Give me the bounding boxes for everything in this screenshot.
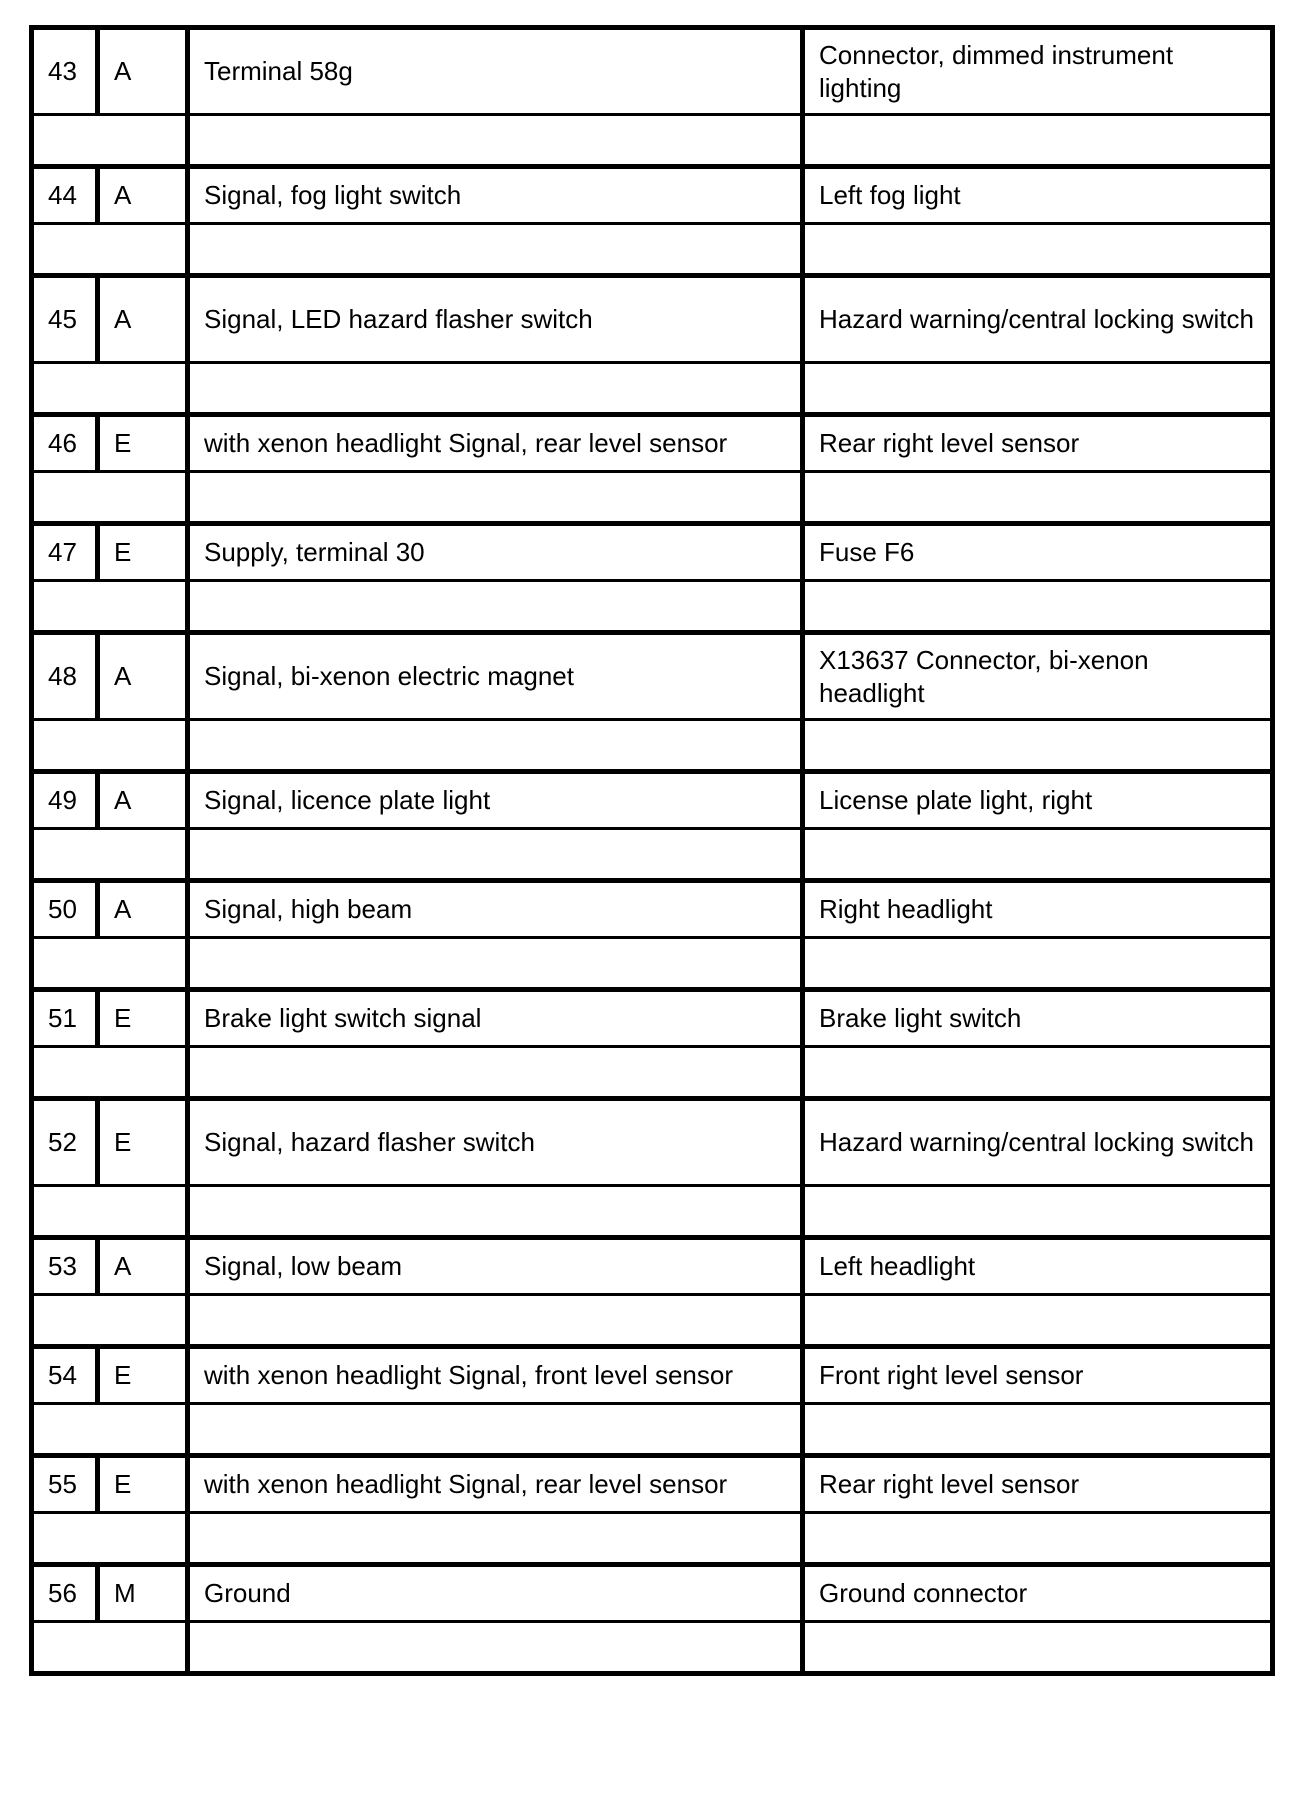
spacer-cell xyxy=(32,1622,188,1674)
spacer-cell xyxy=(803,363,1273,415)
signal-type-cell: M xyxy=(98,1565,188,1622)
pin-table-body xyxy=(32,28,1273,1674)
spacer-cell xyxy=(32,938,188,990)
spacer-row xyxy=(32,1186,1273,1238)
spacer-cell xyxy=(32,720,188,772)
spacer-cell xyxy=(188,472,803,524)
description-cell: Terminal 58g xyxy=(188,28,803,115)
signal-type-cell: A xyxy=(98,28,188,115)
pin-number-cell: 49 xyxy=(32,772,98,829)
spacer-cell xyxy=(803,938,1273,990)
spacer-row xyxy=(32,829,1273,881)
connection-cell: License plate light, right xyxy=(803,772,1273,829)
pin-row xyxy=(32,1565,1273,1622)
pin-assignment-table xyxy=(29,25,1275,1676)
pin-number-cell: 45 xyxy=(32,276,98,363)
pin-number-cell: 52 xyxy=(32,1099,98,1186)
spacer-cell xyxy=(803,1047,1273,1099)
description-cell: Signal, high beam xyxy=(188,881,803,938)
signal-type-cell: E xyxy=(98,1347,188,1404)
pin-number-cell: 43 xyxy=(32,28,98,115)
spacer-cell xyxy=(803,1622,1273,1674)
connection-cell: Left headlight xyxy=(803,1238,1273,1295)
spacer-cell xyxy=(188,1404,803,1456)
spacer-cell xyxy=(32,1295,188,1347)
pin-row xyxy=(32,1099,1273,1186)
pin-row xyxy=(32,1238,1273,1295)
spacer-cell xyxy=(188,1295,803,1347)
pin-row xyxy=(32,415,1273,472)
pin-number-cell: 53 xyxy=(32,1238,98,1295)
spacer-row xyxy=(32,1047,1273,1099)
spacer-cell xyxy=(803,224,1273,276)
pin-number-cell: 50 xyxy=(32,881,98,938)
spacer-cell xyxy=(32,1047,188,1099)
description-cell: with xenon headlight Signal, front level sensor xyxy=(188,1347,803,1404)
pin-number-cell: 48 xyxy=(32,633,98,720)
connection-cell: Connector, dimmed instrument lighting xyxy=(803,28,1273,115)
description-cell: Ground xyxy=(188,1565,803,1622)
pin-number-cell: 46 xyxy=(32,415,98,472)
pin-row xyxy=(32,1456,1273,1513)
spacer-row xyxy=(32,363,1273,415)
pin-number-cell: 54 xyxy=(32,1347,98,1404)
spacer-cell xyxy=(188,938,803,990)
spacer-cell xyxy=(32,472,188,524)
spacer-cell xyxy=(32,1186,188,1238)
description-cell: with xenon headlight Signal, rear level sensor xyxy=(188,1456,803,1513)
spacer-cell xyxy=(32,115,188,167)
pin-number-cell: 55 xyxy=(32,1456,98,1513)
signal-type-cell: E xyxy=(98,1099,188,1186)
signal-type-cell: E xyxy=(98,1456,188,1513)
connection-cell: Rear right level sensor xyxy=(803,1456,1273,1513)
connection-cell: Front right level sensor xyxy=(803,1347,1273,1404)
description-cell: Signal, LED hazard flasher switch xyxy=(188,276,803,363)
connection-cell: Fuse F6 xyxy=(803,524,1273,581)
spacer-cell xyxy=(803,581,1273,633)
spacer-cell xyxy=(32,581,188,633)
spacer-cell xyxy=(188,1047,803,1099)
signal-type-cell: E xyxy=(98,990,188,1047)
connection-cell: Hazard warning/central locking switch xyxy=(803,1099,1273,1186)
spacer-cell xyxy=(32,1404,188,1456)
description-cell: Supply, terminal 30 xyxy=(188,524,803,581)
spacer-cell xyxy=(803,1513,1273,1565)
pin-number-cell: 56 xyxy=(32,1565,98,1622)
pin-number-cell: 51 xyxy=(32,990,98,1047)
spacer-cell xyxy=(188,115,803,167)
spacer-cell xyxy=(188,581,803,633)
pin-row xyxy=(32,167,1273,224)
spacer-row xyxy=(32,938,1273,990)
spacer-cell xyxy=(803,829,1273,881)
signal-type-cell: A xyxy=(98,276,188,363)
connection-cell: Ground connector xyxy=(803,1565,1273,1622)
spacer-cell xyxy=(188,224,803,276)
signal-type-cell: A xyxy=(98,167,188,224)
spacer-row xyxy=(32,1513,1273,1565)
spacer-cell xyxy=(188,720,803,772)
description-cell: with xenon headlight Signal, rear level sensor xyxy=(188,415,803,472)
spacer-cell xyxy=(32,224,188,276)
pin-row xyxy=(32,1347,1273,1404)
pin-row xyxy=(32,772,1273,829)
spacer-cell xyxy=(32,1513,188,1565)
pin-row xyxy=(32,28,1273,115)
signal-type-cell: E xyxy=(98,415,188,472)
spacer-row xyxy=(32,115,1273,167)
description-cell: Signal, fog light switch xyxy=(188,167,803,224)
spacer-cell xyxy=(32,363,188,415)
pin-number-cell: 47 xyxy=(32,524,98,581)
spacer-row xyxy=(32,1295,1273,1347)
pin-row xyxy=(32,881,1273,938)
spacer-row xyxy=(32,1622,1273,1674)
pin-row xyxy=(32,990,1273,1047)
signal-type-cell: E xyxy=(98,524,188,581)
description-cell: Signal, low beam xyxy=(188,1238,803,1295)
pin-row xyxy=(32,524,1273,581)
spacer-cell xyxy=(188,1513,803,1565)
connection-cell: Rear right level sensor xyxy=(803,415,1273,472)
spacer-row xyxy=(32,581,1273,633)
pin-row xyxy=(32,276,1273,363)
spacer-cell xyxy=(803,1404,1273,1456)
spacer-cell xyxy=(803,1186,1273,1238)
spacer-cell xyxy=(188,1622,803,1674)
spacer-row xyxy=(32,1404,1273,1456)
connection-cell: Right headlight xyxy=(803,881,1273,938)
description-cell: Signal, bi-xenon electric magnet xyxy=(188,633,803,720)
connection-cell: X13637 Connector, bi-xenon headlight xyxy=(803,633,1273,720)
spacer-cell xyxy=(803,1295,1273,1347)
spacer-cell xyxy=(32,829,188,881)
spacer-row xyxy=(32,224,1273,276)
description-cell: Signal, hazard flasher switch xyxy=(188,1099,803,1186)
spacer-row xyxy=(32,720,1273,772)
connection-cell: Hazard warning/central locking switch xyxy=(803,276,1273,363)
signal-type-cell: A xyxy=(98,1238,188,1295)
pin-number-cell: 44 xyxy=(32,167,98,224)
signal-type-cell: A xyxy=(98,881,188,938)
pin-row xyxy=(32,633,1273,720)
description-cell: Signal, licence plate light xyxy=(188,772,803,829)
spacer-cell xyxy=(188,363,803,415)
signal-type-cell: A xyxy=(98,772,188,829)
connection-cell: Left fog light xyxy=(803,167,1273,224)
signal-type-cell: A xyxy=(98,633,188,720)
spacer-cell xyxy=(188,829,803,881)
spacer-cell xyxy=(803,472,1273,524)
connection-cell: Brake light switch xyxy=(803,990,1273,1047)
spacer-row xyxy=(32,472,1273,524)
description-cell: Brake light switch signal xyxy=(188,990,803,1047)
spacer-cell xyxy=(803,115,1273,167)
spacer-cell xyxy=(803,720,1273,772)
spacer-cell xyxy=(188,1186,803,1238)
